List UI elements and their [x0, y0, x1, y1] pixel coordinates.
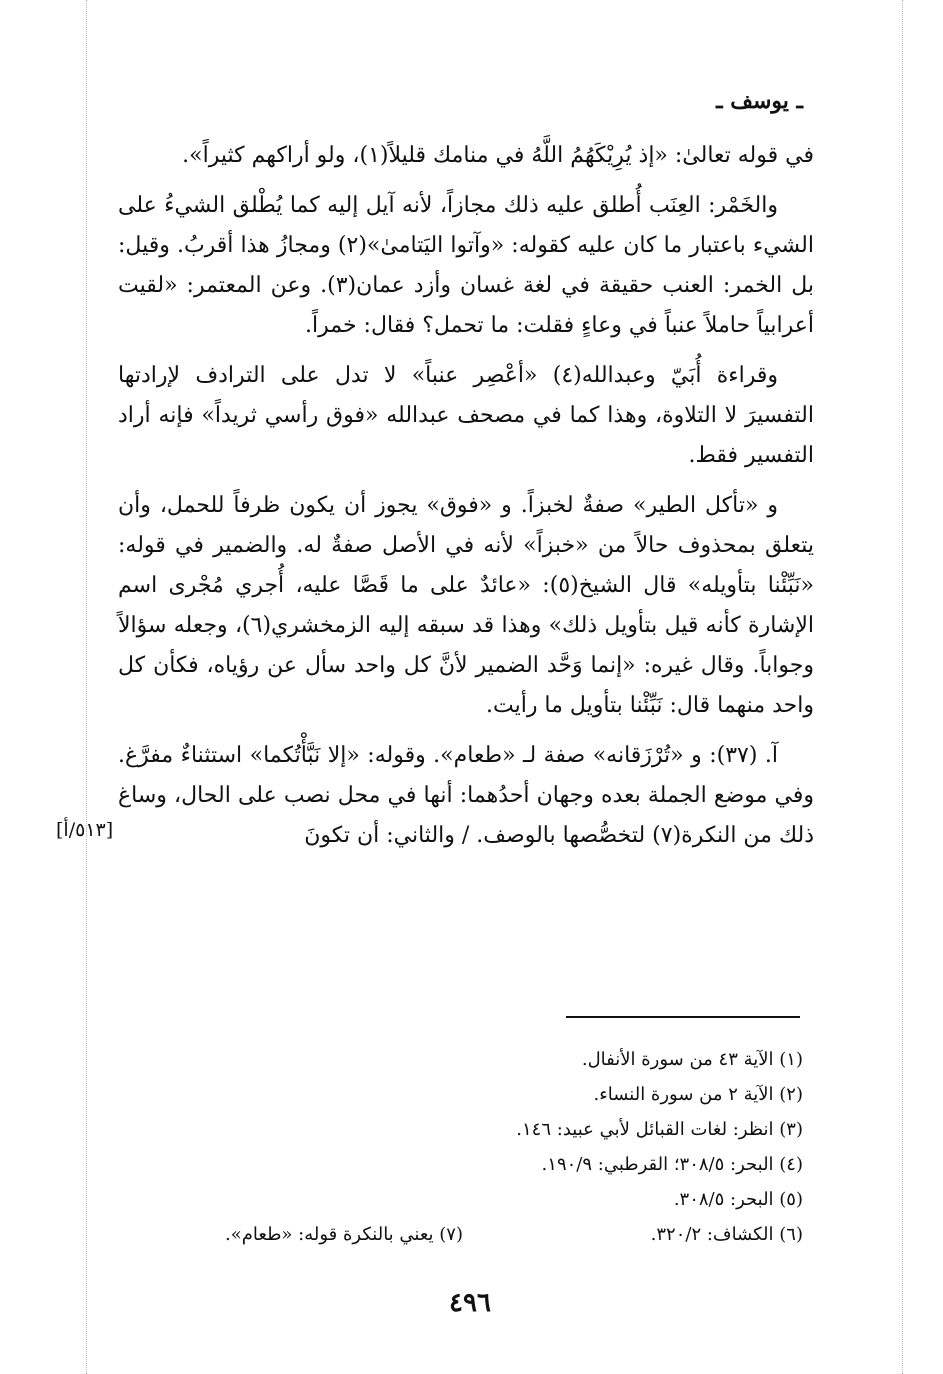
footnote: (٢) الآية ٢ من سورة النساء.: [593, 1084, 803, 1105]
footnote-separator: [566, 1016, 800, 1018]
footnote: (٦) الكشاف: ٣٢٠/٢.: [650, 1224, 803, 1245]
footnote-row: [133, 1112, 803, 1147]
main-text: [56, 136, 815, 866]
right-edge-dots: [902, 0, 903, 1374]
paragraph: والخَمْر: العِنَب أُطلق عليه ذلك مجازاً، لأنه آيل إليه كما يُطْلق الشيءُ على الشيء باعتبار ما كان عليه كقوله: «وآتوا اليَتامىٰ»(٢) ومجازُ هذا أقربُ. وقيل: بل الخمر: العنب حقيقة في لغة غسان وأزد عمان(٣). وعن المعتمر: «لقيت أعرابياً حاملاً عنباً في وعاءٍ فقلت: ما تحمل؟ فقال: خمراً.: [118, 193, 814, 338]
paragraph: و «تأكل الطير» صفةٌ لخبزاً. و «فوق» يجوز أن يكون ظرفاً للحمل، وأن يتعلق بمحذوف حالاً من «خبزاً» لأنه في الأصل صفةٌ له. والضمير في قوله: «نَبِّئْنا بتأويله» قال الشيخ(٥): «عائدٌ على ما قَصَّا عليه، أُجري مُجْرى اسم الإشارة كأنه قيل بتأويل ذلك» وهذا قد سبقه إليه الزمخشري(٦)، وجعله سؤالاً وجواباً. وقال غيره: «إنما وَحَّد الضمير لأنَّ كل واحد سأل عن رؤياه، فكأن كل واحد منهما قال: نَبِّئْنا بتأويل ما رأيت.: [118, 493, 815, 718]
paragraph: [56, 736, 814, 856]
footnote: (١) الآية ٤٣ من سورة الأنفال.: [581, 1049, 803, 1070]
footnotes: [133, 1042, 803, 1252]
footnote: (٥) البحر: ٣٠٨/٥.: [673, 1189, 803, 1210]
footnote-row: [133, 1077, 803, 1112]
paragraph: في قوله تعالىٰ: «إذ يُرِيْكَهُمُ اللَّهُ في منامك قليلاً(١)، ولو أراكهم كثيراً».: [182, 143, 814, 168]
left-edge-dots: [86, 0, 87, 1374]
footnote-row: [133, 1042, 803, 1077]
margin-folio-note: [٥١٣/أ]: [56, 819, 114, 841]
footnote-row: [133, 1147, 803, 1182]
paragraph-text: آ. (٣٧): و «تُرْزَقانه» صفة لـ «طعام». وقوله: «إلا نَبَّأْتُكما» استثناءٌ مفرَّغ. وفي موضع الجملة بعده وجهان أحدُهما: أنها في محل نصب على الحال، وساغ ذلك من النكرة(٧) لتخصُّصها بالوصف. / والثاني: أن تكونَ: [118, 743, 814, 848]
footnote: (٣) انظر: لغات القبائل لأبي عبيد: ١٤٦.: [516, 1119, 803, 1140]
footnote: (٧) يعني بالنكرة قوله: «طعام».: [225, 1224, 463, 1245]
footnote: (٤) البحر: ٣٠٨/٥؛ القرطبي: ١٩٠/٩.: [541, 1154, 803, 1175]
page-number: ٤٩٦: [449, 1288, 491, 1318]
footnote-row: [133, 1217, 803, 1252]
paragraph: وقراءة أُبَيّ وعبدالله(٤) «أعْصِر عنباً» لا تدل على الترادف لإرادتها التفسيرَ لا التلاوة، وهذا كما في مصحف عبدالله «فوق رأسي ثريداً» فإنه أراد التفسير فقط.: [118, 363, 814, 468]
footnote-row: [133, 1182, 803, 1217]
running-header: ـ يوسف ـ: [716, 88, 803, 114]
